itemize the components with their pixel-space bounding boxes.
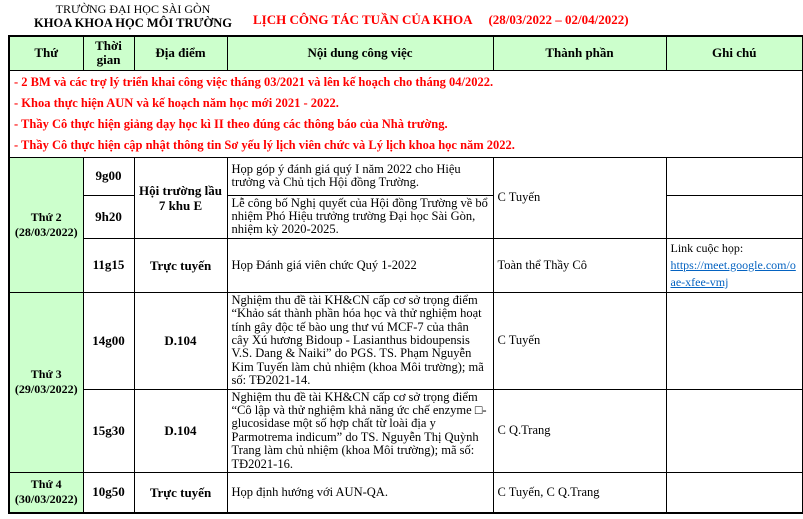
participants-cell: C Q.Trang [493, 389, 666, 472]
content-cell: Lễ công bố Nghị quyết của Hội đồng Trường về bổ nhiệm Phó Hiệu trưởng trường Đại học Sài Gòn, nhiệm kỳ 2020-2025. [227, 195, 493, 238]
table-row [9, 195, 803, 238]
col-header-participants: Thành phần [493, 36, 666, 70]
table-row [9, 473, 803, 513]
table-header-row [9, 36, 803, 70]
faculty-name: KHOA KHOA HỌC MÔI TRƯỜNG [34, 15, 232, 30]
time-cell: 9g00 [83, 157, 134, 195]
location-cell: D.104 [134, 292, 227, 389]
day-date: (30/03/2022) [14, 492, 78, 507]
note-cell [666, 292, 803, 389]
location-cell: Trực tuyến [134, 238, 227, 292]
time-cell: 11g15 [83, 238, 134, 292]
participants-cell: C Tuyến [493, 157, 666, 238]
content-cell: Họp Đánh giá viên chức Quý 1-2022 [227, 238, 493, 292]
day-date: (29/03/2022) [14, 382, 78, 397]
location-cell: D.104 [134, 389, 227, 472]
table-row [9, 292, 803, 389]
col-header-content: Nội dung công việc [227, 36, 493, 70]
time-cell: 9h20 [83, 195, 134, 238]
time-cell: 15g30 [83, 389, 134, 472]
university-name: TRƯỜNG ĐẠI HỌC SÀI GÒN [55, 2, 211, 16]
content-cell: Họp góp ý đánh giá quý I năm 2022 cho Hiệu trưởng và Chủ tịch Hội đồng Trường. [227, 157, 493, 195]
table-row [9, 157, 803, 195]
col-header-day: Thứ [9, 36, 83, 70]
table-row [9, 389, 803, 472]
note-cell [666, 238, 803, 292]
general-note: - Thầy Cô thực hiện cập nhật thông tin Sơ yếu lý lịch viên chức và Lý lịch khoa học năm 2022. [14, 137, 515, 152]
general-note: - Khoa thực hiện AUN và kế hoạch năm học mới 2021 - 2022. [14, 95, 339, 110]
meeting-link-label: Link cuộc họp: [670, 240, 744, 255]
schedule-date-range: (28/03/2022 – 02/04/2022) [488, 12, 629, 27]
participants-cell: C Tuyến [493, 292, 666, 389]
participants-cell: C Tuyến, C Q.Trang [493, 473, 666, 513]
document-title [253, 12, 629, 28]
content-cell: Nghiệm thu đề tài KH&CN cấp cơ sở trọng điểm “Khảo sát thành phần hóa học và thử nghiệm hoạt tính gây độc tế bào ung thư vú MCF-7 của thân cây Xú hương Bidoup - Lasianthus bidoupensis V.S. Dang & Naiki” do PGS. TS. Phạm Nguyễn Kim Tuyến làm chủ nhiệm (khoa Môi trường); mã số: TĐ2021-14. [227, 292, 493, 389]
schedule-title-text: LỊCH CÔNG TÁC TUẦN CỦA KHOA [253, 12, 473, 27]
general-note: - Thầy Cô thực hiện giảng dạy học kì II theo đúng các thông báo của Nhà trường. [14, 116, 448, 131]
note-cell [666, 195, 803, 238]
day-cell-monday [9, 157, 83, 292]
col-header-location: Địa điểm [134, 36, 227, 70]
time-cell: 14g00 [83, 292, 134, 389]
general-notes-row [9, 70, 803, 157]
day-cell-tuesday [9, 292, 83, 472]
day-date: (28/03/2022) [14, 224, 78, 239]
location-cell: Hội trường lầu 7 khu E [134, 157, 227, 238]
participants-cell: Toàn thể Thầy Cô [493, 238, 666, 292]
note-cell [666, 157, 803, 195]
note-cell [666, 389, 803, 472]
general-notes-cell [9, 70, 803, 157]
time-cell: 10g50 [83, 473, 134, 513]
content-cell: Nghiệm thu đề tài KH&CN cấp cơ sở trọng điểm “Cô lập và thử nghiệm khả năng ức chế enzyme □-glucosidase một số hợp chất từ loài địa y Parmotrema indicum” do TS. Nguyễn Thị Quỳnh Trang làm chủ nhiệm (khoa Môi trường); mã số: TĐ2021-16. [227, 389, 493, 472]
location-cell: Trực tuyến [134, 473, 227, 513]
note-cell [666, 473, 803, 513]
general-note: - 2 BM và các trợ lý triển khai công việc tháng 03/2021 và lên kế hoạch cho tháng 04/2022. [14, 74, 494, 89]
col-header-time: Thời gian [83, 36, 134, 70]
day-label: Thứ 4 [30, 477, 62, 492]
day-cell-wednesday [9, 473, 83, 513]
weekly-schedule-table [8, 35, 803, 514]
organization-header [10, 3, 256, 30]
col-header-notes: Ghi chú [666, 36, 803, 70]
day-label: Thứ 2 [30, 209, 62, 224]
content-cell: Họp định hướng với AUN-QA. [227, 473, 493, 513]
table-row [9, 238, 803, 292]
meeting-link[interactable]: https://meet.google.com/oae-xfee-vmj [670, 257, 796, 289]
day-label: Thứ 3 [30, 367, 62, 382]
